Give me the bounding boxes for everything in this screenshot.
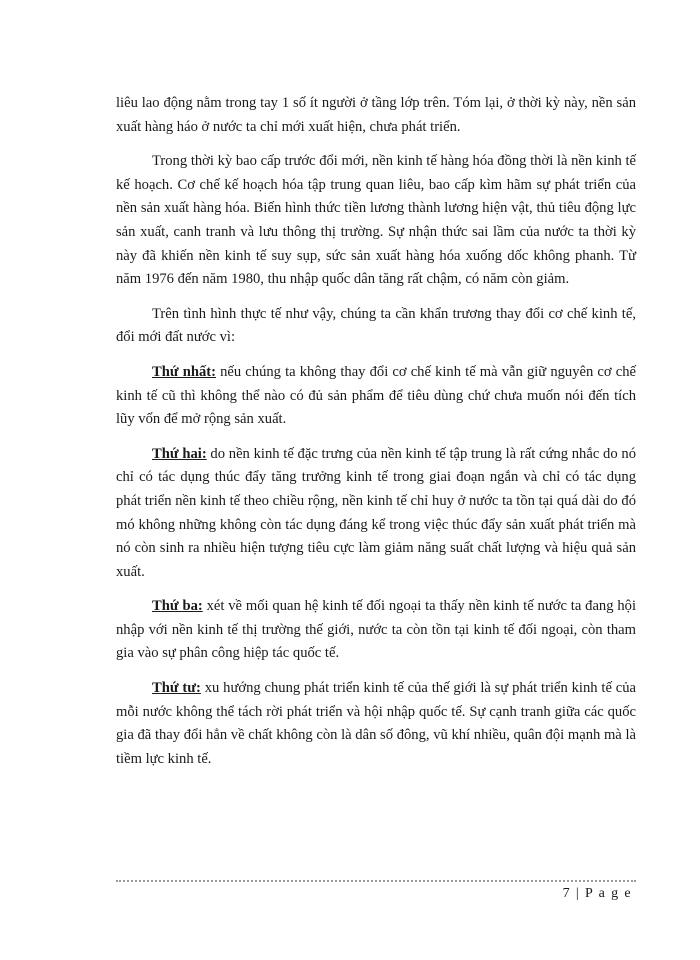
paragraph-continuation: liêu lao động nằm trong tay 1 số ít người ở tầng lớp trên. Tóm lại, ở thời kỳ này, nền sản xuất hàng háo ở nước ta chỉ mới xuất hiện, chưa phát triển. — [116, 95, 636, 135]
paragraph-reason-4 — [116, 677, 636, 771]
paragraph-reason-1 — [116, 361, 636, 432]
paragraph-reason-2 — [116, 443, 636, 585]
reason-2-label: Thứ hai: — [152, 445, 207, 462]
reason-3-text: xét về mối quan hệ kinh tế đối ngoại ta thấy nền kinh tế nước ta đang hội nhập với nền kinh tế thị trường thế giới, nước ta còn tồn tại kinh tế đối ngoại, còn tham gia vào sự phân công hiệp tác quốc tế. — [116, 598, 637, 662]
footer-divider — [116, 880, 636, 882]
reason-4-label: Thứ tư: — [152, 680, 201, 697]
page-number: 7 | P a g e — [562, 886, 632, 901]
reason-1-text: nếu chúng ta không thay đổi cơ chế kinh tế mà vẫn giữ nguyên cơ chế kinh tế cũ thì không thể nào có đủ sản phẩm để tiêu dùng chứ chưa muốn nói đến tích lũy vốn để mở rộng sản xuất. — [116, 363, 636, 428]
reason-1-label: Thứ nhất: — [152, 363, 216, 380]
reason-4-text: xu hướng chung phát triển kinh tế của thế giới là sự phát triển kinh tế của mỗi nước không thể tách rời phát triển và hội nhập quốc tế. Sự cạnh tranh giữa các quốc gia đã thay đổi hẳn về chất không còn là dân số đông, vũ khí nhiều, quân đội mạnh mà là tiềm lực kinh tế. — [116, 680, 637, 767]
paragraph-reasons-intro: Trên tình hình thực tế như vậy, chúng ta cần khẩn trương thay đổi cơ chế kinh tế, đổi mới đất nước vì: — [116, 305, 636, 346]
reason-2-text: do nền kinh tế đặc trưng của nền kinh tế tập trung là rất cứng nhắc do nó chỉ có tác dụng thúc đẩy tăng trưởng kinh tế trong giai đoạn ngắn và chỉ có tác dụng phát triển nền kinh tế theo chiều rộng, nền kinh tế chỉ huy ở nước ta tồn tại quá dài do đó mó không những không còn tác dụng đáng kể trong việc thúc đẩy sản xuất phát triển mà nó còn sinh ra nhiều hiện tượng tiêu cực làm giảm năng suất chất lượng và hiệu quả sản xuất. — [116, 445, 636, 580]
paragraph-planned-economy: Trong thời kỳ bao cấp trước đổi mới, nền kinh tế hàng hóa đồng thời là nền kinh tế kế hoạch. Cơ chế kế hoạch hóa tập trung quan liêu, bao cấp kìm hãm sự phát triển của nền sản xuất hàng hóa. Biến hình thức tiền lương thành lương hiện vật, thủ tiêu động lực sản xuất, canh tranh và lưu thông thị trường. Sự nhận thức sai lầm của nước ta thời kỳ này đã khiến nền kinh tế suy sụp, sức sản xuất hàng hóa xuống dốc không phanh. Từ năm 1976 đến năm 1980, thu nhập quốc dân tăng rất chậm, có năm còn giảm. — [116, 153, 636, 288]
paragraph-reason-3 — [116, 595, 636, 666]
body-text — [116, 92, 636, 782]
reason-3-label: Thứ ba: — [152, 598, 203, 615]
